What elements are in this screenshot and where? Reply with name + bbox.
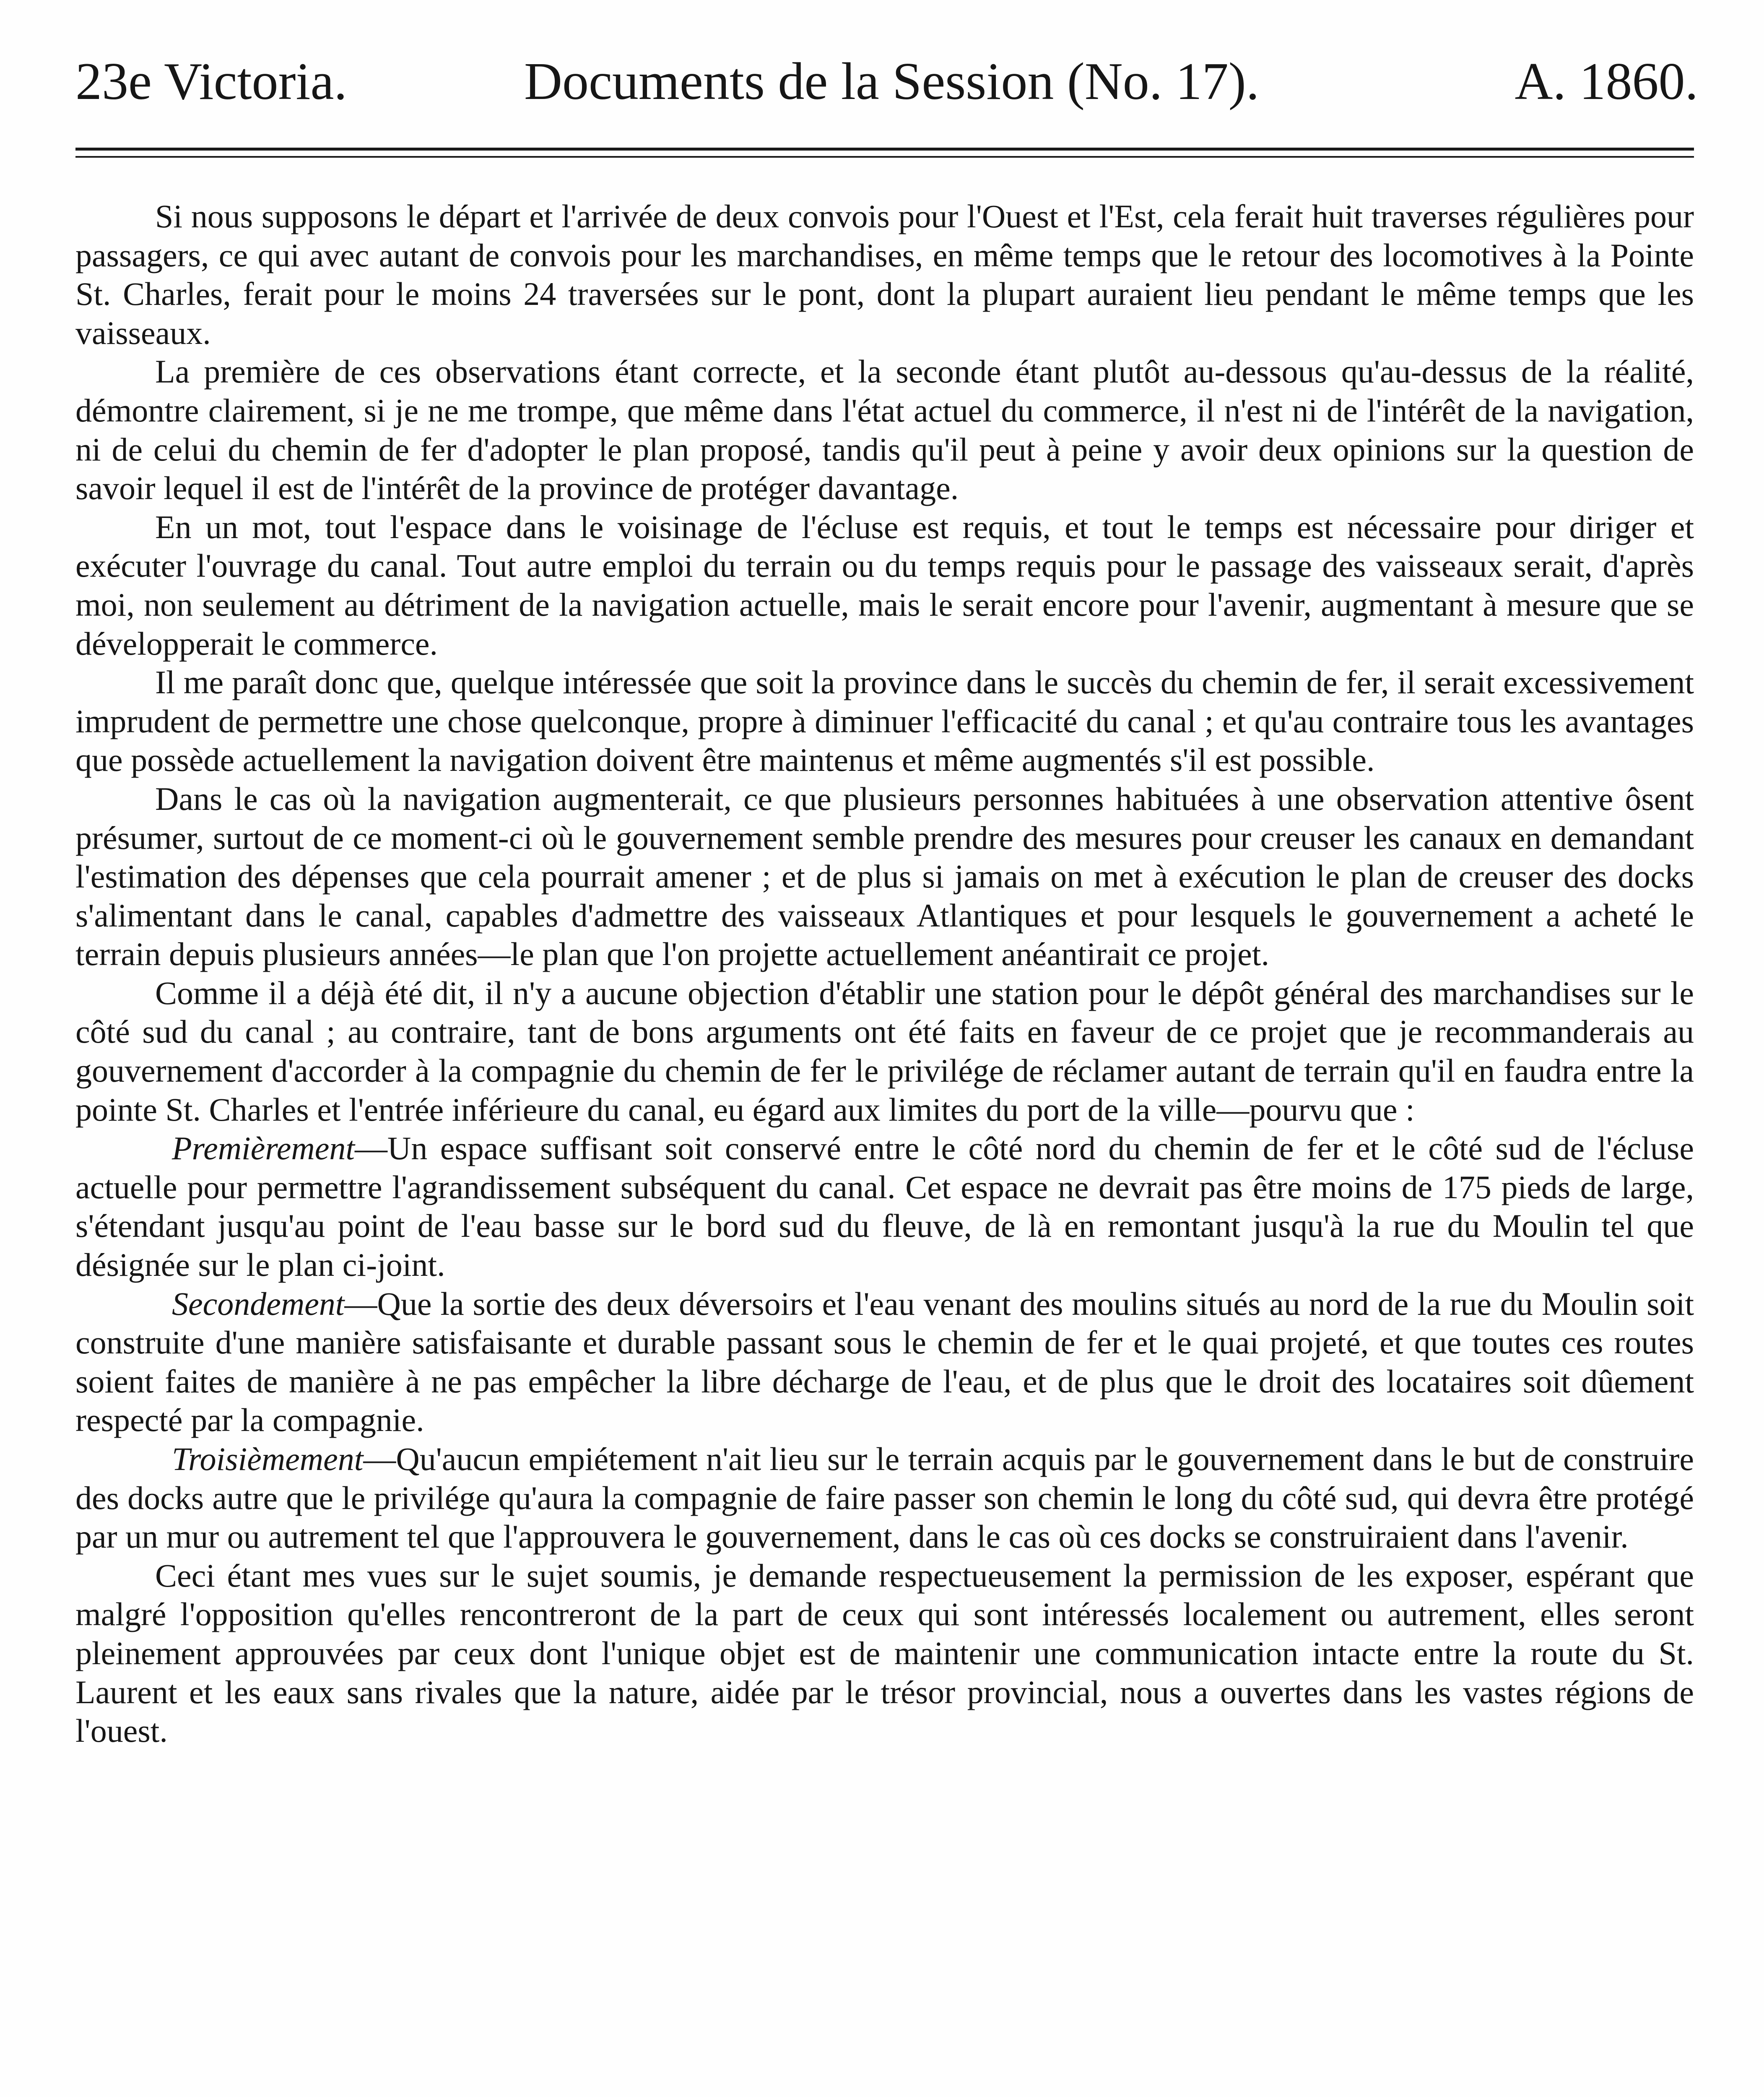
header-year: A. 1860.: [1515, 52, 1698, 111]
header-rule-thick: [75, 148, 1694, 151]
condition-first: [75, 1129, 1694, 1284]
condition-label: Premièrement: [172, 1130, 355, 1167]
paragraph: Si nous supposons le départ et l'arrivée de deux convois pour l'Ouest et l'Est, cela ferait huit traverses régulières pour passagers, ce qui avec autant de convois pour les marchandises, en même temps que le retour des locomotives à la Pointe St. Charles, ferait pour le moins 24 traversées sur le pont, dont la plupart auraient lieu pendant le même temps que les vaisseaux.: [75, 198, 1694, 351]
header-volume: 23e Victoria.: [75, 52, 347, 111]
condition-label: Secondement: [172, 1285, 345, 1322]
paragraph: Dans le cas où la navigation augmenterait, ce que plusieurs personnes habituées à une observation attentive ôsent présumer, surtout de ce moment-ci où le gouvernement semble prendre des mesures pour creuser les canaux en demandant l'estimation des dépenses que cela pourrait amener ; et de plus si jamais on met à exécution le plan de creuser des docks s'alimentant dans le canal, capables d'admettre des vaisseaux Atlantiques et pour lesquels le gouvernement a acheté le terrain depuis plusieurs années—le plan que l'on projette actuellement anéantirait ce projet.: [75, 780, 1694, 973]
condition-text: —Qu'aucun empiétement n'ait lieu sur le terrain acquis par le gouvernement dans le but de construire des docks autre que le privilége qu'aura la compagnie de faire passer son chemin le long du côté sud, qui devra être protégé par un mur ou autrement tel que l'approuvera le gouvernement, dans le cas où ces docks se construiraient dans l'avenir.: [75, 1441, 1694, 1555]
condition-text: —Un espace suffisant soit conservé entre le côté nord du chemin de fer et le côté sud de l'écluse actuelle pour permettre l'agrandissement subséquent du canal. Cet espace ne devrait pas être moins de 175 pieds de large, s'étendant jusqu'au point de l'eau basse sur le bord sud du fleuve, de là en remontant jusqu'à la rue du Moulin tel que désignée sur le plan ci-joint.: [75, 1130, 1694, 1283]
condition-third: [75, 1440, 1694, 1556]
paragraph: En un mot, tout l'espace dans le voisinage de l'écluse est requis, et tout le temps est nécessaire pour diriger et exécuter l'ouvrage du canal. Tout autre emploi du terrain ou du temps requis pour le passage des vaisseaux serait, d'après moi, non seulement au détriment de la navigation actuelle, mais le serait encore pour l'avenir, augmentant à mesure que se développerait le commerce.: [75, 508, 1694, 662]
paragraph: Il me paraît donc que, quelque intéressée que soit la province dans le succès du chemin de fer, il serait excessivement imprudent de permettre une chose quelconque, propre à diminuer l'efficacité du canal ; et qu'au contraire tous les avantages que possède actuellement la navigation doivent être maintenus et même augmentés s'il est possible.: [75, 664, 1694, 778]
final-paragraph: Ceci étant mes vues sur le sujet soumis, je demande respectueusement la permission de les exposer, espérant que malgré l'opposition qu'elles rencontreront de la part de ceux qui sont intéressés localement ou autrement, elles seront pleinement approuvées par ceux dont l'unique objet est de maintenir une communication intacte entre la route du St. Laurent et les eaux sans rivales que la nature, aidée par le trésor provincial, nous a ouvertes dans les vastes régions de l'ouest.: [75, 1557, 1694, 1749]
condition-label: Troisièmement: [172, 1441, 364, 1477]
letter-body: [75, 197, 1694, 1751]
header-session: Documents de la Session (No. 17).: [524, 52, 1260, 111]
paragraph: Comme il a déjà été dit, il n'y a aucune objection d'établir une station pour le dépôt général des marchandises sur le côté sud du canal ; au contraire, tant de bons arguments ont été faits en faveur de ce projet que je recommanderais au gouvernement d'accorder à la compagnie du chemin de fer le privilége de réclamer autant de terrain qu'il en faudra entre la pointe St. Charles et l'entrée inférieure du canal, eu égard aux limites du port de la ville—pourvu que :: [75, 974, 1694, 1128]
paragraph: La première de ces observations étant correcte, et la seconde étant plutôt au-dessous qu'au-dessus de la réalité, démontre clairement, si je ne me trompe, que même dans l'état actuel du commerce, il n'est ni de l'intérêt de la navigation, ni de celui du chemin de fer d'adopter le plan proposé, tandis qu'il peut à peine y avoir deux opinions sur la question de savoir lequel il est de l'intérêt de la province de protéger davantage.: [75, 353, 1694, 507]
header-rule-thin: [75, 156, 1694, 158]
condition-text: —Que la sortie des deux déversoirs et l'eau venant des moulins situés au nord de la rue du Moulin soit construite d'une manière satisfaisante et durable passant sous le chemin de fer et le quai projeté, et que toutes ces routes soient faites de manière à ne pas empêcher la libre décharge de l'eau, et de plus que le droit des locataires soit dûement respecté par la compagnie.: [75, 1285, 1694, 1439]
condition-second: [75, 1285, 1694, 1440]
running-header: [75, 46, 1698, 117]
